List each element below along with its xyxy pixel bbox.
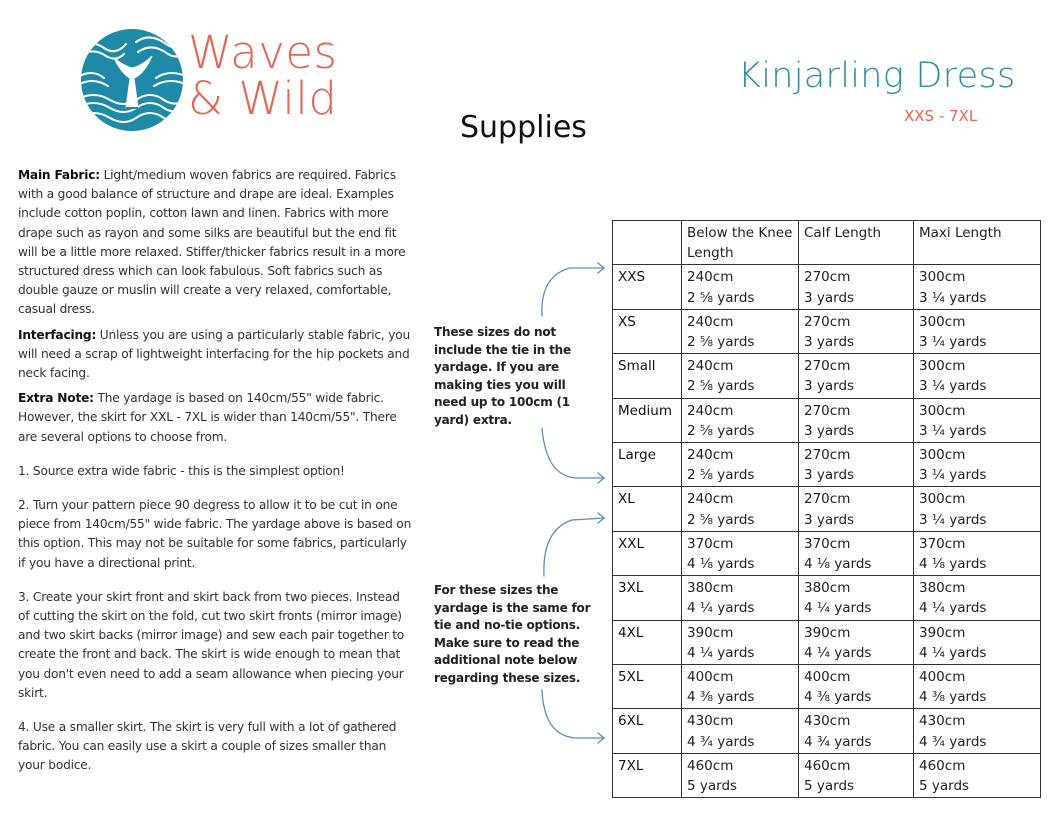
yardage-cell-below-knee	[682, 398, 799, 442]
metric-value: 270cm	[804, 402, 851, 419]
option-2: 2. Turn your pattern piece 90 degress to allow it to be cut in one piece from 140cm/55" wide fabric. The yardage above is based on this option. This may not be suitable for some fabrics, particularly if you have a directional print.	[18, 498, 412, 570]
metric-value: 460cm	[919, 757, 966, 774]
header-cell-maxi: Maxi Length	[914, 221, 1041, 265]
yardage-cell-calf	[799, 443, 914, 487]
imperial-value: 4 ¾ yards	[687, 733, 755, 750]
yardage-cell-maxi	[914, 753, 1041, 797]
large-size-note: For these sizes the yardage is the same for tie and no-tie options. Make sure to read the additional note below regarding these sizes.	[434, 583, 591, 685]
metric-value: 270cm	[804, 269, 851, 286]
metric-value: 430cm	[804, 713, 851, 730]
table-row	[613, 576, 1041, 620]
main-fabric-paragraph	[18, 166, 414, 320]
yardage-cell-maxi	[914, 487, 1041, 531]
header-cell-below-knee: Below the Knee Length	[682, 221, 799, 265]
metric-value: 300cm	[919, 447, 966, 464]
imperial-value: 5 yards	[687, 778, 738, 795]
imperial-value: 5 yards	[804, 778, 855, 795]
imperial-value: 4 ¼ yards	[687, 600, 755, 617]
size-cell: 3XL	[613, 576, 682, 620]
interfacing-paragraph	[18, 326, 414, 384]
yardage-cell-calf	[799, 265, 914, 309]
yardage-cell-below-knee	[682, 531, 799, 575]
arrow-to-xl	[542, 428, 604, 478]
yardage-cell-maxi	[914, 665, 1041, 709]
imperial-value: 3 yards	[804, 289, 855, 306]
size-cell: Large	[613, 443, 682, 487]
imperial-value: 3 yards	[804, 422, 855, 439]
metric-value: 300cm	[919, 358, 966, 375]
table-row	[613, 354, 1041, 398]
metric-value: 370cm	[919, 535, 966, 552]
yardage-table	[612, 220, 1041, 798]
tie-note: These sizes do not include the tie in the yardage. If you are making ties you will need up to 100cm (1 yard) extra.	[434, 325, 571, 427]
imperial-value: 4 ¼ yards	[919, 644, 987, 661]
table-row	[613, 398, 1041, 442]
size-cell: XXL	[613, 531, 682, 575]
yardage-cell-below-knee	[682, 576, 799, 620]
metric-value: 300cm	[919, 313, 966, 330]
metric-value: 240cm	[687, 402, 734, 419]
metric-value: 240cm	[687, 447, 734, 464]
table-row	[613, 265, 1041, 309]
option-4: 4. Use a smaller skirt. The skirt is very full with a lot of gathered fabric. You can easily use a skirt a couple of sizes smaller than your bodice.	[18, 720, 397, 773]
metric-value: 240cm	[687, 491, 734, 508]
yardage-cell-below-knee	[682, 354, 799, 398]
yardage-cell-calf	[799, 576, 914, 620]
imperial-value: 4 ⅛ yards	[919, 556, 987, 573]
yardage-cell-maxi	[914, 709, 1041, 753]
yardage-cell-calf	[799, 753, 914, 797]
imperial-value: 4 ¼ yards	[804, 600, 872, 617]
metric-value: 390cm	[804, 624, 851, 641]
metric-value: 460cm	[687, 757, 734, 774]
imperial-value: 5 yards	[919, 778, 970, 795]
metric-value: 380cm	[687, 580, 734, 597]
supplies-notes	[18, 166, 414, 782]
imperial-value: 4 ⅜ yards	[804, 689, 872, 706]
table-row	[613, 531, 1041, 575]
size-cell: 5XL	[613, 665, 682, 709]
imperial-value: 3 ¼ yards	[919, 334, 987, 351]
metric-value: 400cm	[919, 669, 966, 686]
option-3: 3. Create your skirt front and skirt back from two pieces. Instead of cutting the skirt on the fold, cut two skirt fronts (mirror image) and two skirt backs (mirror image) and sew each pair together to create the front and back. The skirt is wide enough to mean that you don't even need to add a seam allowance when piecing your skirt.	[18, 589, 405, 700]
imperial-value: 2 ⅝ yards	[687, 334, 755, 351]
size-cell: XL	[613, 487, 682, 531]
yardage-cell-calf	[799, 354, 914, 398]
yardage-cell-maxi	[914, 531, 1041, 575]
yardage-cell-calf	[799, 620, 914, 664]
size-range: XXS - 7XL	[904, 107, 978, 125]
yardage-cell-below-knee	[682, 443, 799, 487]
size-cell: 6XL	[613, 709, 682, 753]
table-row	[613, 309, 1041, 353]
imperial-value: 2 ⅝ yards	[687, 422, 755, 439]
size-cell: Small	[613, 354, 682, 398]
imperial-value: 2 ⅝ yards	[687, 378, 755, 395]
metric-value: 390cm	[687, 624, 734, 641]
metric-value: 300cm	[919, 491, 966, 508]
pattern-title: Kinjarling Dress	[738, 56, 1016, 96]
imperial-value: 3 ¼ yards	[919, 511, 987, 528]
metric-value: 240cm	[687, 313, 734, 330]
yardage-cell-below-knee	[682, 753, 799, 797]
yardage-cell-calf	[799, 531, 914, 575]
yardage-cell-calf	[799, 487, 914, 531]
metric-value: 270cm	[804, 491, 851, 508]
table-row	[613, 753, 1041, 797]
imperial-value: 3 yards	[804, 378, 855, 395]
yardage-cell-calf	[799, 398, 914, 442]
metric-value: 300cm	[919, 402, 966, 419]
main-fabric-label: Main Fabric:	[18, 168, 100, 182]
imperial-value: 3 ¼ yards	[919, 422, 987, 439]
yardage-cell-calf	[799, 709, 914, 753]
imperial-value: 4 ⅜ yards	[687, 689, 755, 706]
yardage-cell-below-knee	[682, 487, 799, 531]
extra-note-label: Extra Note:	[18, 391, 94, 406]
metric-value: 300cm	[919, 269, 966, 286]
yardage-cell-calf	[799, 309, 914, 353]
imperial-value: 3 ¼ yards	[919, 467, 987, 484]
imperial-value: 4 ¾ yards	[804, 733, 872, 750]
brand-line-1: Waves	[188, 26, 338, 79]
size-cell: Medium	[613, 398, 682, 442]
metric-value: 400cm	[687, 669, 734, 686]
main-fabric-text: Light/medium woven fabrics are required. Fabrics with a good balance of structure and drape are ideal. Examples include cotton poplin, cotton lawn and linen. Fabrics with more drape such as rayon and some silks are beautiful but the end fit will be a little more relaxed. Stiffer/thicker fabrics result in a more structured dress which can look fabulous. Soft fabrics such as double gauze or muslin will create a very relaxed, comfortable, casual dress.	[18, 168, 406, 317]
arrow-to-xxs	[542, 268, 604, 316]
yardage-cell-maxi	[914, 620, 1041, 664]
imperial-value: 2 ⅝ yards	[687, 511, 755, 528]
metric-value: 370cm	[804, 535, 851, 552]
imperial-value: 3 ¼ yards	[919, 289, 987, 306]
size-cell: XXS	[613, 265, 682, 309]
metric-value: 430cm	[687, 713, 734, 730]
metric-value: 370cm	[687, 535, 734, 552]
yardage-cell-maxi	[914, 265, 1041, 309]
interfacing-label: Interfacing:	[18, 327, 97, 342]
imperial-value: 4 ¼ yards	[919, 600, 987, 617]
table-header-row	[613, 221, 1041, 265]
size-cell: 7XL	[613, 753, 682, 797]
yardage-cell-maxi	[914, 309, 1041, 353]
bracket-arrows	[520, 250, 612, 750]
table-row	[613, 443, 1041, 487]
imperial-value: 2 ⅝ yards	[687, 289, 755, 306]
imperial-value: 4 ¾ yards	[919, 733, 987, 750]
yardage-cell-maxi	[914, 354, 1041, 398]
yardage-cell-below-knee	[682, 265, 799, 309]
arrow-to-7xl	[542, 690, 604, 738]
imperial-value: 4 ⅜ yards	[919, 689, 987, 706]
imperial-value: 4 ¼ yards	[687, 644, 755, 661]
imperial-value: 2 ⅝ yards	[687, 467, 755, 484]
logo-emblem	[80, 28, 184, 136]
yardage-cell-calf	[799, 665, 914, 709]
metric-value: 270cm	[804, 358, 851, 375]
yardage-cell-maxi	[914, 398, 1041, 442]
yardage-cell-below-knee	[682, 620, 799, 664]
brand-name	[188, 26, 338, 125]
table-row	[613, 665, 1041, 709]
header-cell-size	[613, 221, 682, 265]
table-row	[613, 487, 1041, 531]
metric-value: 240cm	[687, 269, 734, 286]
imperial-value: 3 yards	[804, 334, 855, 351]
extra-note-text: The yardage is based on 140cm/55" wide fabric. However, the skirt for XXL - 7XL is wider than 140cm/55". There are several options to choose from.	[18, 391, 397, 444]
metric-value: 240cm	[687, 358, 734, 375]
metric-value: 430cm	[919, 713, 966, 730]
yardage-cell-maxi	[914, 443, 1041, 487]
metric-value: 460cm	[804, 757, 851, 774]
metric-value: 380cm	[804, 580, 851, 597]
size-cell: 4XL	[613, 620, 682, 664]
whale-tail-icon	[80, 28, 184, 132]
arrow-to-xxl	[544, 518, 604, 576]
extra-note-paragraph	[18, 389, 414, 447]
imperial-value: 3 yards	[804, 511, 855, 528]
brand-line-2: & Wild	[188, 72, 338, 125]
yardage-cell-below-knee	[682, 665, 799, 709]
yardage-cell-maxi	[914, 576, 1041, 620]
header-cell-calf: Calf Length	[799, 221, 914, 265]
imperial-value: 4 ⅛ yards	[687, 556, 755, 573]
table-row	[613, 709, 1041, 753]
imperial-value: 3 yards	[804, 467, 855, 484]
size-cell: XS	[613, 309, 682, 353]
metric-value: 390cm	[919, 624, 966, 641]
yardage-cell-below-knee	[682, 709, 799, 753]
imperial-value: 4 ¼ yards	[804, 644, 872, 661]
metric-value: 400cm	[804, 669, 851, 686]
imperial-value: 4 ⅛ yards	[804, 556, 872, 573]
interfacing-text: Unless you are using a particularly stable fabric, you will need a scrap of lightweight interfacing for the hip pockets and neck facing.	[18, 327, 411, 381]
metric-value: 270cm	[804, 313, 851, 330]
option-1: 1. Source extra wide fabric - this is the simplest option!	[18, 463, 345, 478]
page-heading: Supplies	[460, 110, 587, 145]
metric-value: 270cm	[804, 447, 851, 464]
table-row	[613, 620, 1041, 664]
metric-value: 380cm	[919, 580, 966, 597]
imperial-value: 3 ¼ yards	[919, 378, 987, 395]
yardage-cell-below-knee	[682, 309, 799, 353]
